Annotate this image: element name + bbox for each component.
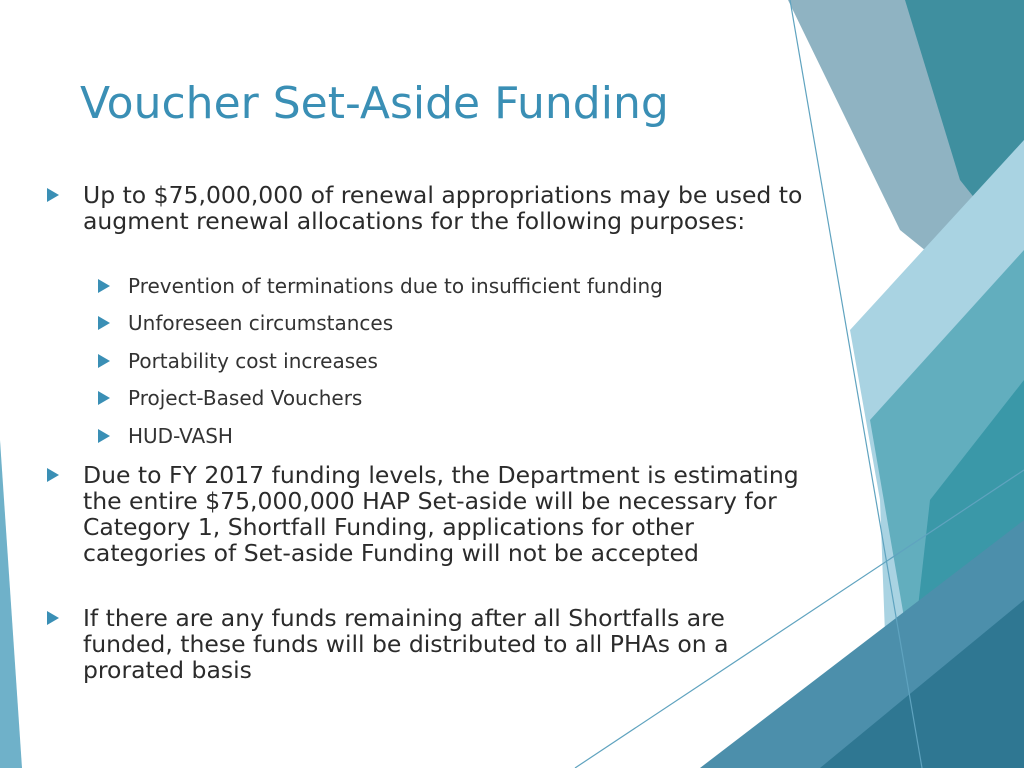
triangle-right-icon — [98, 429, 110, 443]
sub-bullet-hud-vash — [128, 423, 788, 449]
bullet-item-set-aside-limit — [83, 182, 803, 234]
sub-bullet-unforeseen — [128, 310, 788, 336]
triangle-right-icon — [47, 188, 59, 202]
triangle-right-icon — [98, 316, 110, 330]
triangle-right-icon — [98, 391, 110, 405]
bullet-text: Up to $75,000,000 of renewal appropriations may be used to augment renewal allocations for the following purposes: — [83, 181, 803, 235]
left-edge-facet — [0, 440, 22, 768]
sub-bullet-text: Portability cost increases — [128, 349, 378, 373]
bullet-item-fy2017 — [83, 462, 803, 566]
sub-bullet-portability — [128, 348, 788, 374]
triangle-right-icon — [47, 611, 59, 625]
bullet-item-remaining-funds — [83, 605, 803, 683]
triangle-right-icon — [98, 279, 110, 293]
sub-bullet-text: Project-Based Vouchers — [128, 386, 363, 410]
sub-bullet-text: Prevention of terminations due to insufficient funding — [128, 274, 663, 298]
sub-bullet-text: HUD-VASH — [128, 424, 233, 448]
bullet-text: Due to FY 2017 funding levels, the Department is estimating the entire $75,000,000 HAP Set-aside will be necessary for Category 1, Shortfall Funding, applications for other categories of Set-aside Funding will not be accepted — [83, 461, 799, 567]
sub-bullet-text: Unforeseen circumstances — [128, 311, 394, 335]
sub-bullet-project-based — [128, 385, 788, 411]
slide-title: Voucher Set-Aside Funding — [80, 78, 669, 129]
bullet-text: If there are any funds remaining after all Shortfalls are funded, these funds will be distributed to all PHAs on a prorated basis — [83, 604, 729, 684]
triangle-right-icon — [98, 354, 110, 368]
sub-bullet-prevention — [128, 273, 788, 299]
triangle-right-icon — [47, 468, 59, 482]
